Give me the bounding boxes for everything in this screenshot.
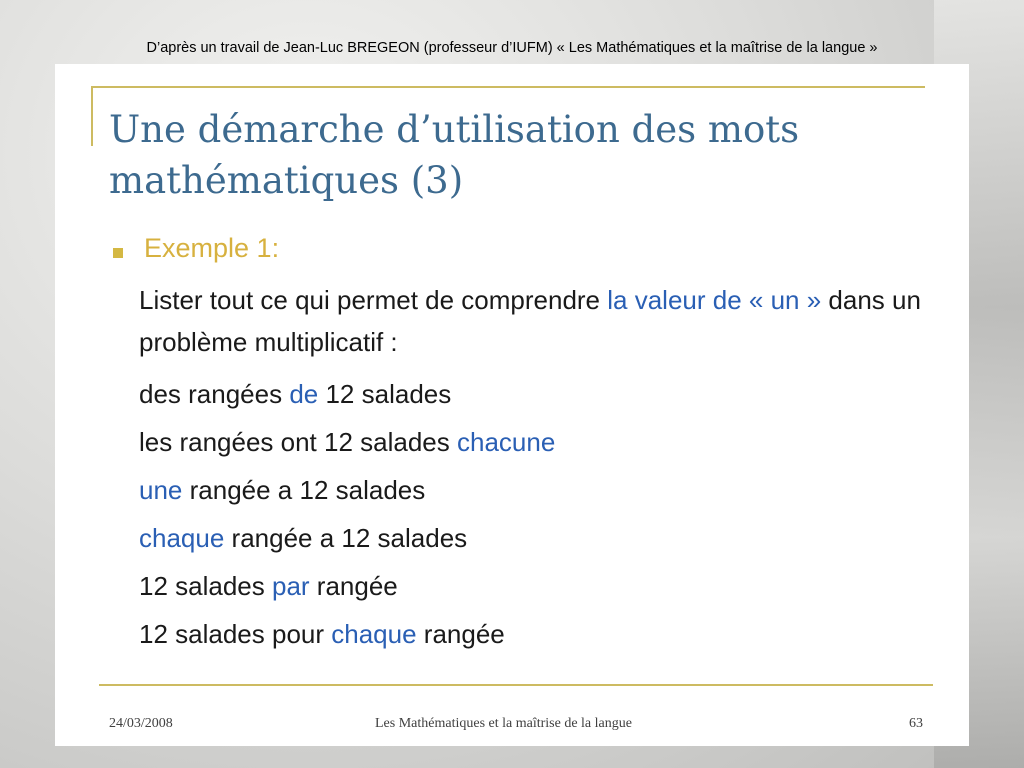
title-rule-vertical xyxy=(91,86,93,146)
line-text: 12 salades xyxy=(318,379,452,409)
slide-content xyxy=(139,279,939,658)
intro-highlight: la valeur de « un » xyxy=(607,285,822,315)
line-text: 12 salades xyxy=(139,571,272,601)
slide-title xyxy=(109,104,889,206)
footer-date: 24/03/2008 xyxy=(109,716,173,731)
bullet-label: Exemple 1: xyxy=(144,233,280,263)
example-line-2 xyxy=(139,418,939,466)
slide-title-line1: Une démarche d’utilisation des mots xyxy=(109,108,800,151)
line-text: rangée a 12 salades xyxy=(224,523,468,553)
line-highlight: de xyxy=(289,379,319,409)
line-text: rangée xyxy=(416,619,505,649)
line-highlight: par xyxy=(271,571,310,601)
intro-text-2: dans un problème multiplicatif : xyxy=(139,285,921,357)
intro-text-1: Lister tout ce qui permet de comprendre xyxy=(139,285,608,315)
line-text: rangée a 12 salades xyxy=(182,475,426,505)
footer-title: Les Mathématiques et la maîtrise de la langue xyxy=(375,716,632,731)
line-text: 12 salades pour xyxy=(139,619,332,649)
footer-rule xyxy=(99,684,933,686)
line-highlight: chacune xyxy=(457,427,556,457)
line-text: des rangées xyxy=(139,379,290,409)
example-line-1 xyxy=(139,370,939,418)
footer-page-number: 63 xyxy=(909,716,923,731)
line-text: les rangées ont 12 salades xyxy=(139,427,457,457)
example-line-3 xyxy=(139,466,939,514)
example-line-6 xyxy=(139,610,939,658)
example-line-4 xyxy=(139,514,939,562)
line-highlight: chaque xyxy=(331,619,417,649)
credit-line: D’après un travail de Jean-Luc BREGEON (professeur d’IUFM) « Les Mathématiques et la maîtrise de la langue » xyxy=(146,40,878,56)
square-bullet-icon xyxy=(113,248,123,258)
line-text: rangée xyxy=(309,571,398,601)
slide xyxy=(55,64,969,746)
line-highlight: une xyxy=(139,475,183,505)
line-highlight: chaque xyxy=(139,523,225,553)
slide-title-line2: mathématiques (3) xyxy=(109,159,464,202)
title-rule-horizontal xyxy=(91,86,925,88)
example-line-5 xyxy=(139,562,939,610)
intro-paragraph xyxy=(139,279,939,363)
